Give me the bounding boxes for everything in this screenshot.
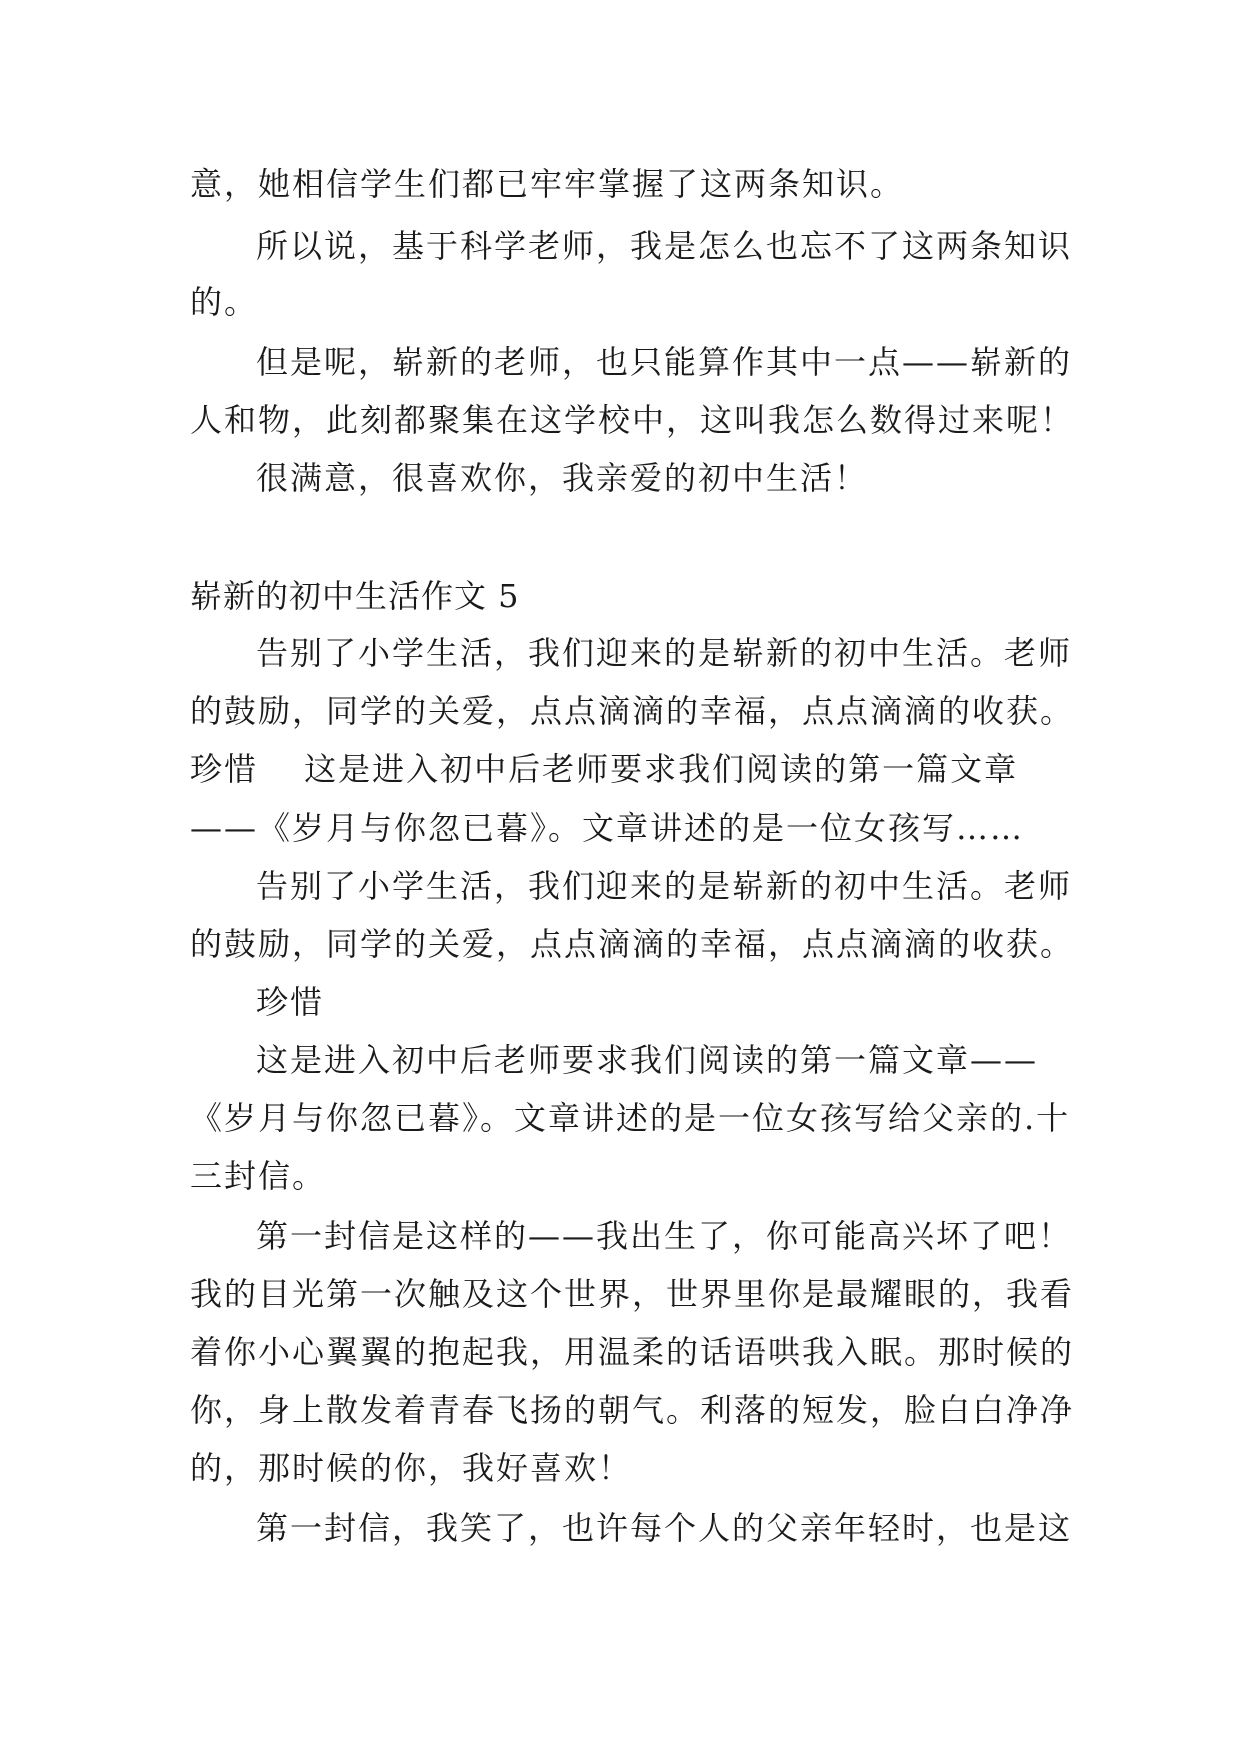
text-line: 很满意，很喜欢你，我亲爱的初中生活！ — [256, 459, 869, 497]
text-line: 着你小心翼翼的抱起我，用温柔的话语哄我入眠。那时候的 — [190, 1333, 1075, 1371]
text-line: 的鼓励，同学的关爱，点点滴滴的幸福，点点滴滴的收获。 — [190, 925, 1075, 963]
text-line: 珍惜 这是进入初中后老师要求我们阅读的第一篇文章 — [190, 750, 1019, 788]
text-line: 《岁月与你忽已暮》。文章讲述的是一位女孩写给父亲的.十 — [190, 1099, 1071, 1137]
text-line: 告别了小学生活，我们迎来的是崭新的初中生活。老师 — [256, 867, 1073, 905]
text-line: 珍惜 — [256, 983, 325, 1021]
text-line: 第一封信是这样的——我出生了，你可能高兴坏了吧！ — [256, 1217, 1073, 1255]
text-line: 所以说，基于科学老师，我是怎么也忘不了这两条知识 — [256, 227, 1073, 265]
text-line: 你，身上散发着青春飞扬的朝气。利落的短发，脸白白净净 — [190, 1391, 1075, 1429]
text-line: 但是呢，崭新的老师，也只能算作其中一点——崭新的 — [256, 343, 1073, 381]
text-line: ——《岁月与你忽已暮》。文章讲述的是一位女孩写…… — [190, 809, 1025, 847]
text-line: 的。 — [190, 283, 259, 321]
text-line: 意，她相信学生们都已牢牢掌握了这两条知识。 — [190, 165, 905, 203]
text-line: 第一封信，我笑了，也许每个人的父亲年轻时，也是这 — [256, 1509, 1073, 1547]
text-line: 的鼓励，同学的关爱，点点滴滴的幸福，点点滴滴的收获。 — [190, 692, 1075, 730]
text-line: 我的目光第一次触及这个世界，世界里你是最耀眼的，我看 — [190, 1275, 1075, 1313]
text-line: 告别了小学生活，我们迎来的是崭新的初中生活。老师 — [256, 634, 1073, 672]
text-line: 人和物，此刻都聚集在这学校中，这叫我怎么数得过来呢！ — [190, 401, 1075, 439]
text-line: 的，那时候的你，我好喜欢！ — [190, 1449, 633, 1487]
section-heading: 崭新的初中生活作文 5 — [190, 577, 520, 615]
text-line: 三封信。 — [190, 1157, 327, 1195]
text-line: 这是进入初中后老师要求我们阅读的第一篇文章—— — [256, 1041, 1039, 1079]
